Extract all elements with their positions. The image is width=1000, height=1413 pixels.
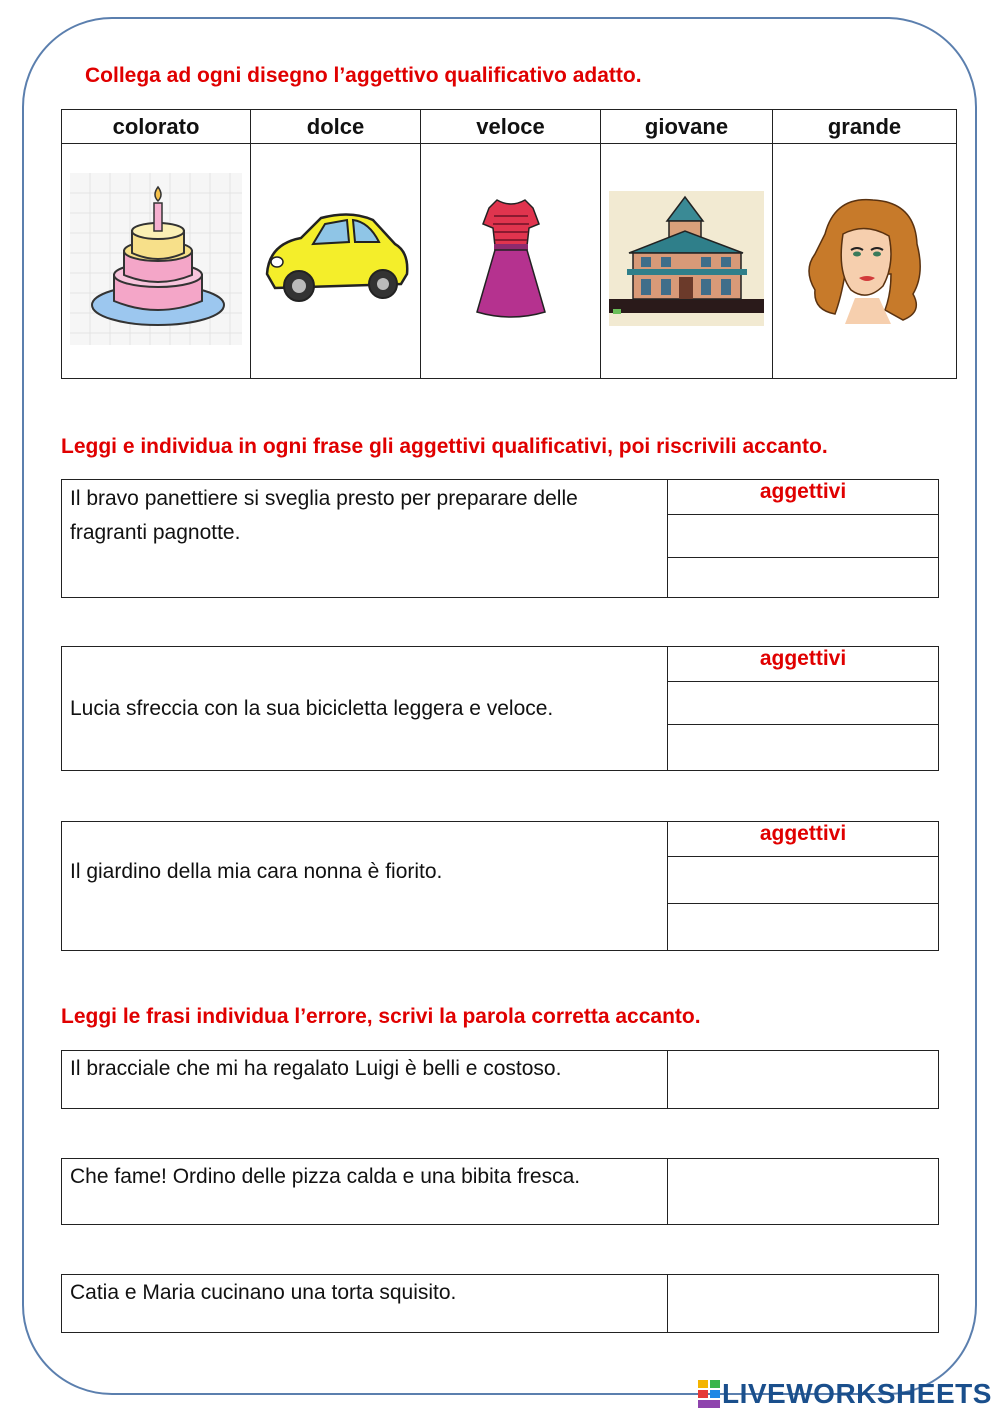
error-sentence-1: Il bracciale che mi ha regalato Luigi è belli e costoso.	[62, 1051, 668, 1108]
sentence-2: Lucia sfreccia con la sua bicicletta leggera e veloce.	[62, 647, 668, 770]
header-veloce[interactable]: veloce	[421, 110, 601, 144]
picture-table	[61, 109, 957, 379]
picture-cell-dress[interactable]	[421, 144, 601, 379]
picture-cell-car[interactable]	[251, 144, 421, 379]
car-icon	[261, 204, 411, 314]
picture-cell-cake[interactable]	[62, 144, 251, 379]
section2-title: Leggi e individua in ogni frase gli aggettivi qualificativi, poi riscrivili accanto.	[61, 435, 828, 458]
error-row-3	[61, 1274, 939, 1333]
correction-field-2[interactable]	[668, 1159, 938, 1224]
correction-field-3[interactable]	[668, 1275, 938, 1332]
section3-title: Leggi le frasi individua l’errore, scrivi la parola corretta accanto.	[61, 1005, 701, 1028]
header-grande[interactable]: grande	[773, 110, 957, 144]
sentence-1: Il bravo panettiere si sveglia presto per preparare delle fragranti pagnotte.	[62, 480, 668, 597]
error-row-1	[61, 1050, 939, 1109]
answer-header-2: aggettivi	[668, 647, 938, 682]
header-colorato[interactable]: colorato	[62, 110, 251, 144]
section1-title: Collega ad ogni disegno l’aggettivo qualificativo adatto.	[85, 64, 642, 87]
woman-icon	[795, 194, 935, 324]
answer-header-1: aggettivi	[668, 480, 938, 515]
error-row-2	[61, 1158, 939, 1225]
exercise-row-2	[61, 646, 939, 771]
picture-cell-house[interactable]	[601, 144, 773, 379]
answer-field-3a[interactable]	[668, 857, 938, 904]
house-icon	[609, 191, 764, 326]
header-giovane[interactable]: giovane	[601, 110, 773, 144]
correction-field-1[interactable]	[668, 1051, 938, 1108]
answer-field-1a[interactable]	[668, 515, 938, 558]
answer-field-1b[interactable]	[668, 558, 938, 597]
sentence-3: Il giardino della mia cara nonna è fiorito.	[62, 822, 668, 950]
answer-field-2a[interactable]	[668, 682, 938, 725]
cake-icon	[70, 173, 242, 345]
answer-field-3b[interactable]	[668, 904, 938, 950]
exercise-row-1	[61, 479, 939, 598]
picture-cell-woman[interactable]	[773, 144, 957, 379]
dress-icon	[461, 194, 561, 324]
header-dolce[interactable]: dolce	[251, 110, 421, 144]
liveworksheets-logo	[698, 1378, 992, 1410]
exercise-row-3	[61, 821, 939, 951]
answer-header-3: aggettivi	[668, 822, 938, 857]
answer-field-2b[interactable]	[668, 725, 938, 770]
error-sentence-2: Che fame! Ordino delle pizza calda e una bibita fresca.	[62, 1159, 668, 1224]
brand-text: LIVEWORKSHEETS	[722, 1378, 992, 1409]
logo-icon	[698, 1380, 722, 1408]
error-sentence-3: Catia e Maria cucinano una torta squisito.	[62, 1275, 668, 1332]
